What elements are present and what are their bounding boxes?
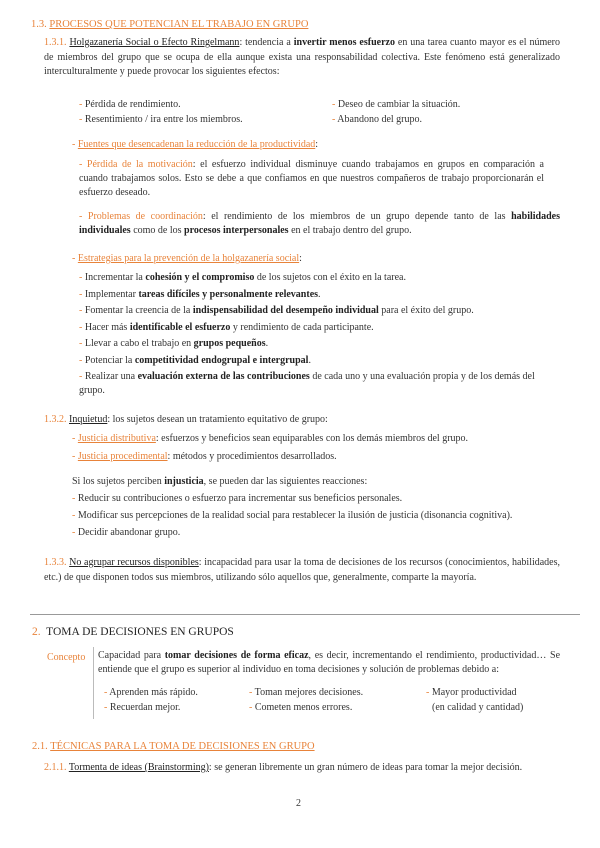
page-number: 2 <box>296 798 301 809</box>
strategies-heading: - Estrategias para la prevención de la holgazanería social: <box>72 253 302 264</box>
reason-note: (en calidad y cantidad) <box>432 702 524 713</box>
justice-procedural: - Justicia procedimental: métodos y procedimientos desarrollados. <box>72 451 337 462</box>
reason-item: - Toman mejores decisiones. <box>249 687 364 698</box>
section-2-1-heading: 2.1. TÉCNICAS PARA LA TOMA DE DECISIONES EN GRUPO <box>32 741 315 752</box>
strategy-item: - Implementar tareas difíciles y personalmente relevantes. <box>79 289 321 300</box>
source-motivation: - Pérdida de la motivación: el esfuerzo individual disminuye cuando trabajamos en grupos en comparación a cuando trabajamos solos. Esto se debe a que confiamos en que nuestros compañeros de trabajo proporcionarán el esfuerzo deseado. <box>79 159 544 198</box>
section-1-3-3-paragraph: 1.3.3. No agrupar recursos disponibles: incapacidad para usar la toma de decisiones de los recursos (conocimientos, habilidades, etc.) de que disponen todos sus miembros, utilizando sólo aquellos que, generalmente, comparte la mayoría. <box>44 557 561 583</box>
reason-item: - Recuerdan mejor. <box>104 702 181 713</box>
strategy-item: - Llevar a cabo el trabajo en grupos pequeños. <box>79 338 269 349</box>
reason-item: - Mayor productividad <box>426 687 517 698</box>
reason-item: - Aprenden más rápido. <box>104 687 198 698</box>
concept-text: Capacidad para tomar decisiones de forma eficaz, es decir, incrementando el rendimiento, productividad… Se entiende que el grupo es superior al individuo en toma decisiones y solución de problemas debido a: <box>98 650 561 675</box>
strategy-item: - Incrementar la cohesión y el compromiso de los sujetos con el éxito en la tarea. <box>79 272 406 283</box>
effect-item: - Pérdida de rendimiento. <box>79 99 181 110</box>
effect-item: - Resentimiento / ira entre los miembros. <box>79 114 243 125</box>
concept-divider <box>93 647 94 719</box>
divider <box>30 614 580 615</box>
reaction-item: - Reducir su contribuciones o esfuerzo para incrementar sus beneficios personales. <box>72 493 403 504</box>
reaction-item: - Modificar sus percepciones de la realidad social para restablecer la ilusión de justicia (disonancia cognitiva). <box>72 510 513 521</box>
reaction-item: - Decidir abandonar grupo. <box>72 527 181 538</box>
strategy-item: - Hacer más identificable el esfuerzo y rendimiento de cada participante. <box>79 322 374 333</box>
strategy-item: - Potenciar la competitividad endogrupal e intergrupal. <box>79 355 311 366</box>
strategy-item: - Realizar una evaluación externa de las contribuciones de cada uno y una evaluación propia y de los demás del grupo. <box>79 371 535 396</box>
concept-label: Concepto <box>47 652 86 663</box>
source-coordination: - Problemas de coordinación: el rendimiento de los miembros de un grupo depende tanto de las habilidades individuales como de los procesos interpersonales en el trabajo dentro del grupo. <box>79 211 560 236</box>
section-1-3-2-paragraph: 1.3.2. Inquietud: los sujetos desean un tratamiento equitativo de grupo: <box>44 414 328 425</box>
reason-item: - Cometen menos errores. <box>249 702 353 713</box>
sources-heading: - Fuentes que desencadenan la reducción de la productividad: <box>72 139 319 150</box>
section-1-3-1-paragraph: 1.3.1. Holgazanería Social o Efecto Ringelmann: tendencia a invertir menos esfuerzo en una tarea cuanto mayor es el número de miembros del grupo que se ocupa de ella aunque exista una responsabilidad colectiva. Este fenómeno está generalizado interculturalmente y puede provocar los siguientes efectos: <box>44 37 561 78</box>
effect-item: - Abandono del grupo. <box>332 114 422 125</box>
section-2-heading: 2. TOMA DE DECISIONES EN GRUPOS <box>32 626 234 638</box>
section-2-1-1-paragraph: 2.1.1. Tormenta de ideas (Brainstorming): se generan libremente un gran número de ideas para tomar la mejor decisión. <box>44 762 523 773</box>
strategy-item: - Fomentar la creencia de la indispensabilidad del desempeño individual para el éxito del grupo. <box>79 305 474 316</box>
injustice-intro: Si los sujetos perciben injusticia, se pueden dar las siguientes reacciones: <box>72 476 368 487</box>
section-1-3-heading: 1.3. PROCESOS QUE POTENCIAN EL TRABAJO EN GRUPO <box>31 19 309 30</box>
effect-item: - Deseo de cambiar la situación. <box>332 99 461 110</box>
justice-distributive: - Justicia distributiva: esfuerzos y beneficios sean equiparables con los demás miembros del grupo. <box>72 433 469 444</box>
